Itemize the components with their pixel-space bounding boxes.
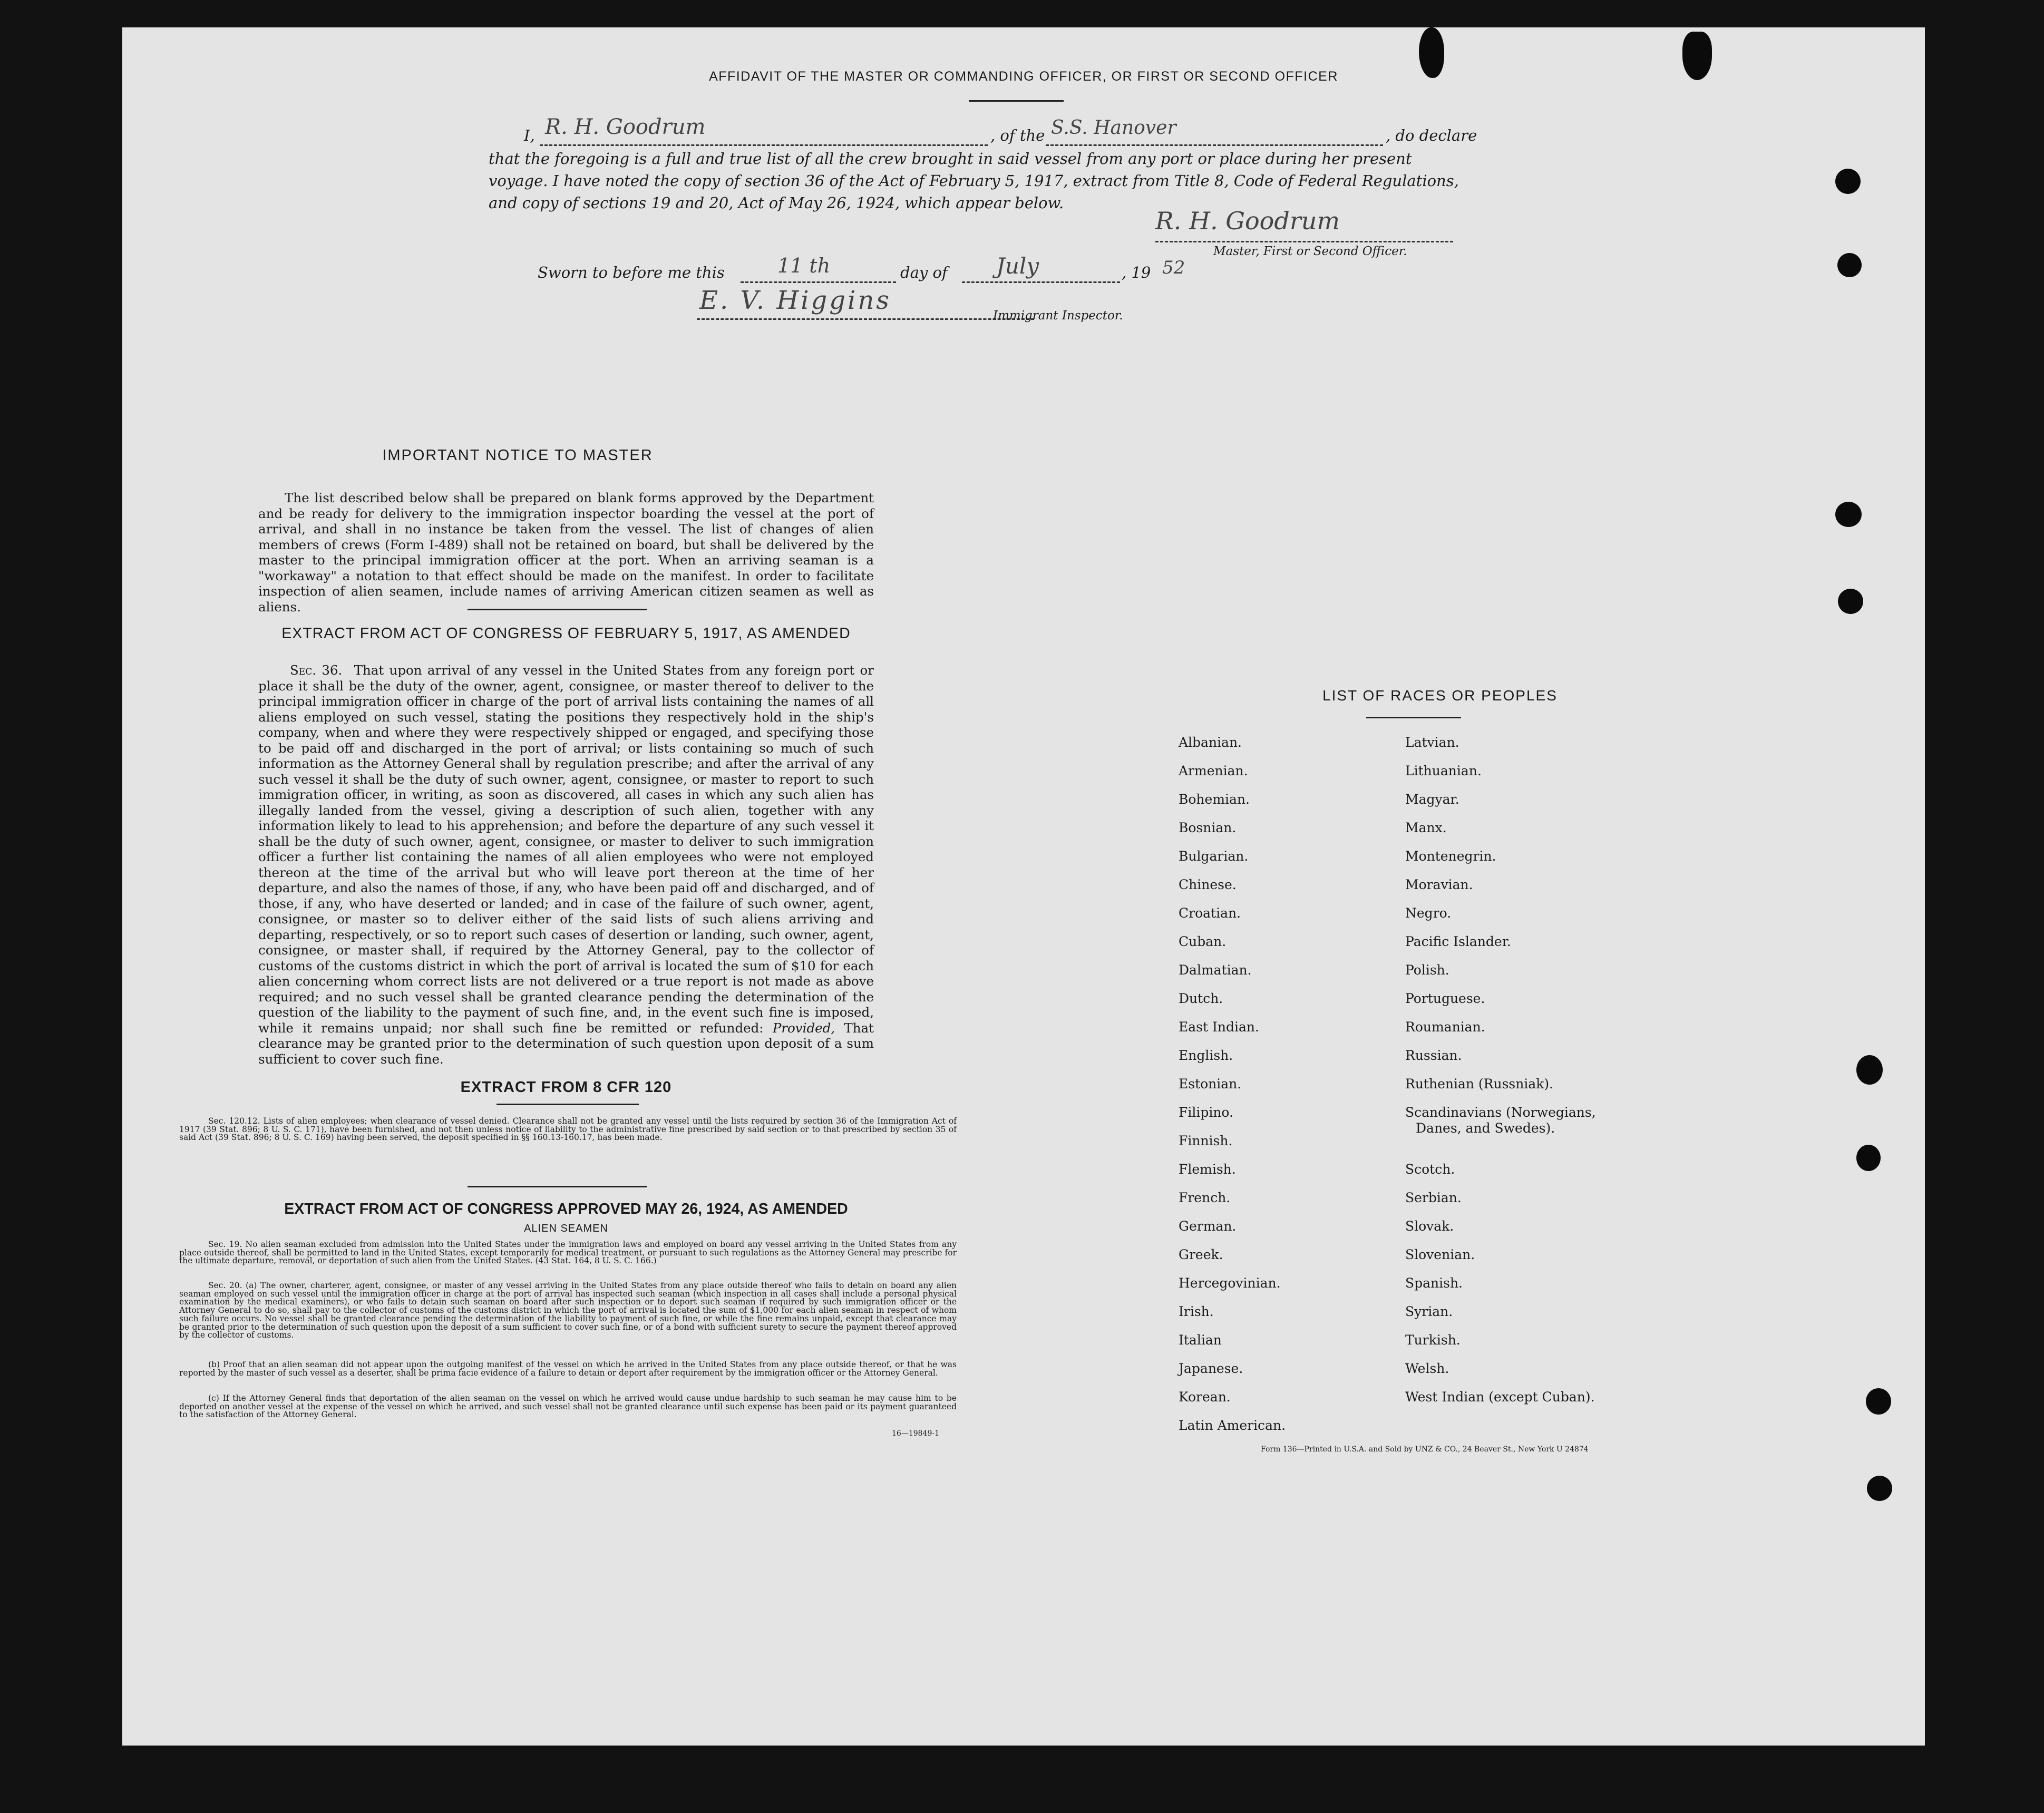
master-name-line <box>540 144 988 146</box>
race-item: East Indian. <box>1179 1019 1259 1035</box>
signature-caption: Master, First or Second Officer. <box>1213 245 1407 258</box>
sworn-day-line <box>741 281 896 283</box>
sworn-day-of: day of <box>900 264 948 281</box>
extract-cfr-heading: EXTRACT FROM 8 CFR 120 <box>460 1079 672 1096</box>
race-item: Ruthenian (Russniak). <box>1405 1076 1554 1091</box>
races-divider <box>1366 717 1461 718</box>
inspector-signature-handwritten: E. V. Higgins <box>699 286 891 315</box>
punch-hole <box>1835 502 1862 527</box>
notice-body: The list described below shall be prepared on blank forms approved by the Department and be ready for delivery to the immigration inspector boarding the vessel at the port of arrival, and shall in no instance be taken from the vessel. The list of changes of alien members of crews (Form I-489) shall not be retained on board, but shall be delivered by the master to the principal immigration officer at the port. When an arriving seaman is a "workaway" a notation to that effect should be made on the manifest. In order to facilitate inspection of alien seamen, include names of arriving American citizen seamen as well as aliens. <box>258 490 874 615</box>
notice-heading: IMPORTANT NOTICE TO MASTER <box>382 447 653 464</box>
race-item: Lithuanian. <box>1405 763 1482 778</box>
master-name-handwritten: R. H. Goodrum <box>545 115 706 139</box>
race-item: Armenian. <box>1179 763 1248 778</box>
race-item: Bulgarian. <box>1179 849 1249 864</box>
alien-seamen-subheading: ALIEN SEAMEN <box>524 1223 608 1234</box>
race-item: Dutch. <box>1179 991 1223 1006</box>
race-item: Latin American. <box>1179 1418 1286 1433</box>
race-item: Syrian. <box>1405 1304 1453 1319</box>
race-item: Welsh. <box>1405 1361 1449 1376</box>
race-item: Korean. <box>1179 1389 1231 1405</box>
race-item: Slovenian. <box>1405 1247 1475 1262</box>
race-item: Hercegovinian. <box>1179 1275 1281 1291</box>
race-item: Russian. <box>1405 1048 1462 1063</box>
races-left-column <box>1179 735 1286 1446</box>
race-item: Slovak. <box>1405 1219 1454 1234</box>
race-item: Polish. <box>1405 962 1449 978</box>
sec-36-text: That upon arrival of any vessel in the United States from any foreign port or place it shall be the duty of the owner, agent, consignee, or master thereof to deliver to the principal immigration officer in charge of the port of arrival lists containing the names of all aliens employed on such vessel, stating the positions they respectively hold in the ship's company, when and where they were respectively shipped or engaged, and specifying those to be paid off and discharged in the port of arrival; or lists containing so much of such information as the Attorney General shall by regulation prescribe; and after the arrival of any such vessel it shall be the duty of such owner, agent, consignee, or master to report to such immigration officer, in writing, as soon as discovered, all cases in which any such alien has illegally landed from the vessel, giving a description of such alien, together with any information likely to lead to his apprehension; and before the departure of any such vessel it shall be the duty of such owner, agent, consignee, or master to deliver to such immigration officer a further list containing the names of all alien employees who were not employed thereon at the time of the arrival but who will leave port thereon at the time of her departure, and also the names of those, if any, who have been paid off and discharged, and of those, if any, who have deserted or landed; and in case of the failure of such owner, agent, consignee, or master so to deliver either of the said lists of such aliens arriving and departing, respectively, or so to report such cases of desertion or landing, such owner, agent, consignee, or master shall, if required by the Attorney General, pay to the collector of customs of the customs district in which the port of arrival is located the sum of $10 for each alien concerning whom correct lists are not delivered or a true report is not made as above required; and no such vessel shall be granted clearance pending the determination of the question of the liability to the payment of such fine, and, in the event such fine is imposed, while it remains unpaid; nor shall such fine be remitted or refunded: <box>258 662 874 1036</box>
affidavit-line2: that the foregoing is a full and true list of all the crew brought in said vessel from any port or place during her present <box>489 150 1412 168</box>
punch-hole <box>1867 1476 1892 1501</box>
sworn-month-line <box>962 281 1120 283</box>
affidavit-line4: and copy of sections 19 and 20, Act of May 26, 1924, which appear below. <box>489 194 1064 212</box>
sworn-year-handwritten: 52 <box>1162 257 1185 278</box>
form-code: 16—19849-1 <box>892 1429 939 1438</box>
sec-19-text: Sec. 19. No alien seaman excluded from admission into the United States under the immigration laws and employed on board any vessel arriving in the United States from any place outside thereof, shall be permitted to land in the United States, except temporarily for medical treatment, or pursuant to such regulations as the Attorney General may prescribe for the ultimate departure, removal, or deportation of such alien from the United States. (43 Stat. 164, 8 U. S. C. 166.) <box>179 1240 957 1266</box>
race-item: Bohemian. <box>1179 792 1250 807</box>
binding-mark <box>1419 27 1444 78</box>
sworn-month-handwritten: July <box>996 253 1039 279</box>
cfr-bottom-divider <box>468 1186 647 1187</box>
affidavit-line1 <box>524 115 1604 148</box>
document-page <box>122 27 1925 1746</box>
race-item: Negro. <box>1405 905 1452 921</box>
race-item: Turkish. <box>1405 1332 1461 1348</box>
proviso-label: Provided, <box>772 1020 835 1036</box>
race-item: Irish. <box>1179 1304 1214 1319</box>
printer-note: Form 136—Printed in U.S.A. and Sold by UNZ & CO., 24 Beaver St., New York U 24874 <box>1261 1445 1589 1454</box>
master-signature-handwritten: R. H. Goodrum <box>1155 207 1340 235</box>
race-item: Spanish. <box>1405 1275 1463 1291</box>
race-item: Pacific Islander. <box>1405 934 1511 949</box>
title-underline <box>969 100 1064 102</box>
race-item: Magyar. <box>1405 792 1459 807</box>
race-item: Finnish. <box>1179 1133 1233 1148</box>
of-the-label: , of the <box>990 126 1045 144</box>
sworn-year-prefix: , 19 <box>1122 264 1151 281</box>
race-item: Greek. <box>1179 1247 1223 1262</box>
race-item: Chinese. <box>1179 877 1237 892</box>
race-item: Moravian. <box>1405 877 1473 892</box>
sworn-day-handwritten: 11 th <box>777 254 831 277</box>
vessel-name-line <box>1046 144 1383 146</box>
cfr-divider <box>497 1104 639 1105</box>
vessel-name-handwritten: S.S. Hanover <box>1051 117 1176 139</box>
affidavit-title: AFFIDAVIT OF THE MASTER OR COMMANDING OFFICER, OR FIRST OR SECOND OFFICER <box>709 69 1338 84</box>
punch-hole <box>1838 589 1863 614</box>
race-item: Serbian. <box>1405 1190 1462 1205</box>
races-heading: LIST OF RACES OR PEOPLES <box>1322 687 1558 704</box>
race-item: German. <box>1179 1219 1237 1234</box>
race-item: West Indian (except Cuban). <box>1405 1389 1595 1405</box>
sec-20a-text: Sec. 20. (a) The owner, charterer, agent, consignee, or master of any vessel arriving in the United States from any place outside thereof who fails to detain on board any alien seaman employed on such vessel until the immigration officer in charge at the port of arrival has inspected such seaman (which inspection in all cases shall include a personal physical examination by the medical examiners), or who fails to detain such seaman on board after such inspection or to deport such seaman if required by such immigration officer or the Attorney General to do so, shall pay to the collector of customs of the customs district in which the port of arrival is located the sum of $1,000 for each alien seaman in respect of whom such failure occurs. No vessel shall be granted clearance pending the determination of the liability to payment of such fine, or while the fine remains unpaid, except that clearance may be granted prior to the determination of such question upon the deposit of a sum sufficient to cover such fine, or of a bond with sufficient surety to secure the payment thereof approved by the collector of customs. <box>179 1281 957 1340</box>
do-declare-label: , do declare <box>1386 126 1477 144</box>
race-item: Albanian. <box>1179 735 1242 750</box>
race-item: Latvian. <box>1405 735 1459 750</box>
sworn-line <box>538 253 1276 287</box>
race-item: Scandinavians (Norwegians, <box>1405 1105 1596 1120</box>
races-right-column <box>1405 735 1596 1418</box>
race-item: Bosnian. <box>1179 820 1237 835</box>
race-item: French. <box>1179 1190 1231 1205</box>
affidavit-line3: voyage. I have noted the copy of section 36 of the Act of February 5, 1917, extract from Title 8, Code of Federal Regulations, <box>489 172 1459 190</box>
punch-hole <box>1866 1388 1891 1415</box>
extract-cfr-body: Sec. 120.12. Lists of alien employees; when clearance of vessel denied. Clearance shall not be granted any vessel until the lists required by section 36 of the Immigration Act of 1917 (39 Stat. 896; 8 U. S. C. 171), have been furnished, and not then unless notice of liability to the administrative fine prescribed by said section or to that prescribed by section 35 of said Act (39 Stat. 896; 8 U. S. C. 169) having been served, the deposit specified in §§ 160.13-160.17, has been made. <box>179 1116 957 1143</box>
race-item: English. <box>1179 1048 1233 1063</box>
race-item: Italian <box>1179 1332 1222 1348</box>
race-item: Manx. <box>1405 820 1447 835</box>
sworn-prefix: Sworn to before me this <box>538 264 725 281</box>
extract-1917-body <box>258 662 874 1067</box>
signature-line <box>1155 241 1453 242</box>
race-item: Flemish. <box>1179 1162 1236 1177</box>
race-item: Danes, and Swedes). <box>1416 1120 1555 1136</box>
race-item: Montenegrin. <box>1405 849 1496 864</box>
inspector-caption: Immigrant Inspector. <box>993 309 1123 323</box>
race-item: Estonian. <box>1179 1076 1242 1091</box>
race-item: Croatian. <box>1179 905 1241 921</box>
sec-36-label: Sec. 36. <box>290 662 343 678</box>
race-item: Filipino. <box>1179 1105 1233 1120</box>
race-item: Portuguese. <box>1405 991 1485 1006</box>
punch-hole <box>1856 1055 1883 1085</box>
punch-hole <box>1835 169 1861 194</box>
race-item: Dalmatian. <box>1179 962 1252 978</box>
extract-1917-heading: EXTRACT FROM ACT OF CONGRESS OF FEBRUARY 5, 1917, AS AMENDED <box>281 625 851 642</box>
race-item: Roumanian. <box>1405 1019 1485 1035</box>
sec-20b-text: (b) Proof that an alien seaman did not appear upon the outgoing manifest of the vessel on which he arrived in the United States from any place outside thereof, or that he was reported by the master of such vessel as a deserter, shall be prima facie evidence of a failure to detain or deport after requirement by the immigration officer or the Attorney General. <box>179 1360 957 1378</box>
binding-mark <box>1682 32 1712 80</box>
sec-20c-text: (c) If the Attorney General finds that deportation of the alien seaman on the vessel on which he arrived would cause undue hardship to such seaman he may cause him to be deported on another vessel at the expense of the vessel on which he arrived, and such vessel shall not be granted clearance until such expense has been paid or its payment guaranteed to the satisfaction of the Attorney General. <box>179 1393 957 1420</box>
extract-1924-heading: EXTRACT FROM ACT OF CONGRESS APPROVED MAY 26, 1924, AS AMENDED <box>284 1201 848 1217</box>
race-item: Cuban. <box>1179 934 1227 949</box>
inspector-line <box>697 318 1034 320</box>
race-item: Japanese. <box>1179 1361 1243 1376</box>
proviso-text: That clearance may be granted prior to the determination of such question upon deposit of a sum sufficient to cover such fine. <box>258 1020 874 1067</box>
notice-divider <box>468 609 647 610</box>
affidavit-i-label: I, <box>524 126 535 144</box>
punch-hole <box>1856 1145 1881 1171</box>
punch-hole <box>1837 253 1862 277</box>
race-item: Scotch. <box>1405 1162 1455 1177</box>
